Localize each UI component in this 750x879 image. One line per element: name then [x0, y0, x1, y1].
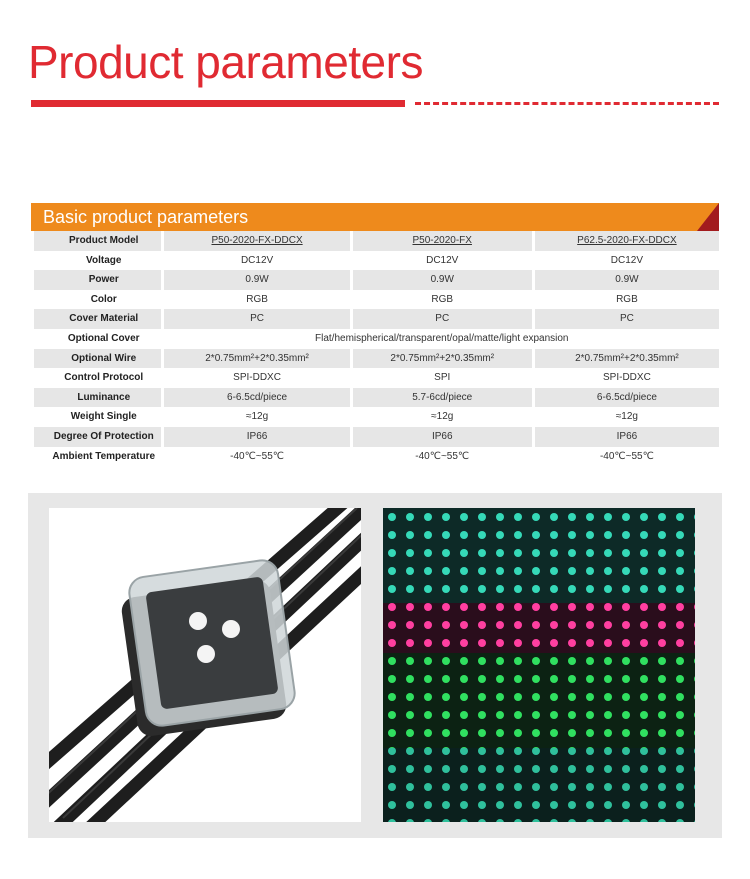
cell: SPI	[353, 368, 532, 388]
cell: 2*0.75mm²+2*0.35mm²	[353, 349, 532, 369]
cell: PC	[353, 309, 532, 329]
row-label: Ambient Temperature	[34, 447, 161, 467]
model-1: P50-2020-FX-DDCX	[164, 231, 349, 251]
table-row	[31, 251, 719, 271]
cell: IP66	[353, 427, 532, 447]
table-row	[31, 309, 719, 329]
row-label: Optional Wire	[34, 349, 161, 369]
model-2: P50-2020-FX	[353, 231, 532, 251]
row-label: Color	[34, 290, 161, 310]
cell: SPI-DDXC	[164, 368, 349, 388]
cell: IP66	[164, 427, 349, 447]
cell: RGB	[164, 290, 349, 310]
cell: RGB	[535, 290, 719, 310]
cell: ≈12g	[353, 407, 532, 427]
cell-span: Flat/hemispherical/transparent/opal/matte/light expansion	[164, 329, 719, 349]
cell: IP66	[535, 427, 719, 447]
row-label: Luminance	[34, 388, 161, 408]
row-label: Cover Material	[34, 309, 161, 329]
cell: -40℃~55℃	[164, 447, 349, 467]
cell: PC	[535, 309, 719, 329]
product-photos-panel	[28, 493, 722, 838]
table-row	[31, 427, 719, 447]
table-row	[31, 368, 719, 388]
cell: 5.7-6cd/piece	[353, 388, 532, 408]
page-title: Product parameters	[28, 36, 423, 88]
cell: -40℃~55℃	[353, 447, 532, 467]
table-row	[31, 290, 719, 310]
row-label: Power	[34, 270, 161, 290]
model-3: P62.5-2020-FX-DDCX	[535, 231, 719, 251]
cell: ≈12g	[535, 407, 719, 427]
cell: 0.9W	[164, 270, 349, 290]
table-row	[31, 349, 719, 369]
row-label: Voltage	[34, 251, 161, 271]
row-label: Optional Cover	[34, 329, 161, 349]
row-label: Weight Single	[34, 407, 161, 427]
cell: 6-6.5cd/piece	[164, 388, 349, 408]
cell: SPI-DDXC	[535, 368, 719, 388]
cell: ≈12g	[164, 407, 349, 427]
title-underline-dashed	[415, 102, 719, 105]
parameters-table	[31, 231, 719, 466]
table-row-product-model	[31, 231, 719, 251]
table-heading	[31, 203, 719, 231]
row-label: Degree Of Protection	[34, 427, 161, 447]
table-row	[31, 407, 719, 427]
heading-corner-accent	[697, 203, 719, 231]
table-row	[31, 329, 719, 349]
cell: 6-6.5cd/piece	[535, 388, 719, 408]
cell: DC12V	[353, 251, 532, 271]
cell: 2*0.75mm²+2*0.35mm²	[535, 349, 719, 369]
led-installation-photo	[383, 508, 695, 822]
cell: 0.9W	[353, 270, 532, 290]
cell: DC12V	[535, 251, 719, 271]
cell: -40℃~55℃	[535, 447, 719, 467]
product-module-photo	[49, 508, 361, 822]
cell: RGB	[353, 290, 532, 310]
title-underline-solid	[31, 100, 405, 107]
table-row	[31, 270, 719, 290]
cell: 2*0.75mm²+2*0.35mm²	[164, 349, 349, 369]
table-heading-text: Basic product parameters	[43, 207, 249, 227]
row-label: Control Protocol	[34, 368, 161, 388]
cell: DC12V	[164, 251, 349, 271]
table-row	[31, 447, 719, 467]
row-label: Product Model	[34, 231, 161, 251]
cell: 0.9W	[535, 270, 719, 290]
cell: PC	[164, 309, 349, 329]
table-row	[31, 388, 719, 408]
